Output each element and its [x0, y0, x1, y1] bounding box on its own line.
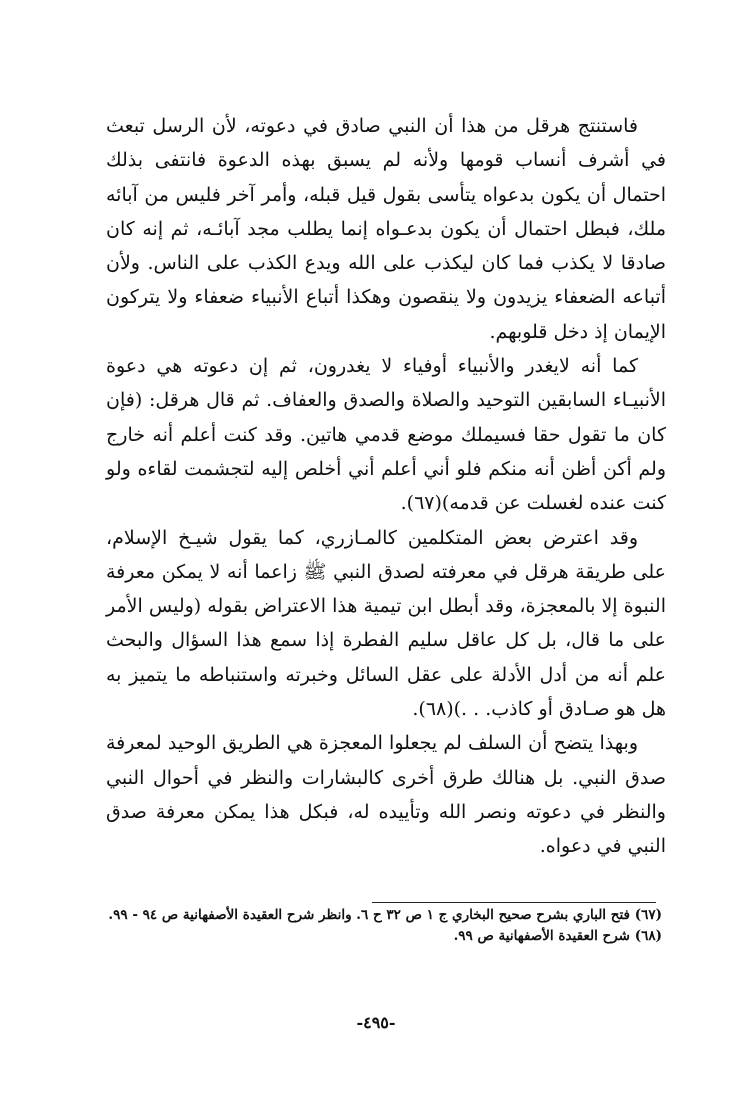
- footnotes: [104, 905, 662, 947]
- page-number: -٤٩٥-: [356, 1013, 396, 1032]
- footnote-separator: [372, 902, 656, 903]
- footnote-68: (٦٨) شرح العقيدة الأصفهانية ص ٩٩.: [453, 928, 662, 944]
- paragraph-4: وبهذا يتضح أن السلف لم يجعلوا المعجزة هي الطريق الوحيد لمعرفة صدق النبي. بل هنالك طرق أخرى كالبشارات والنظر في أحوال النبي والنظر في دعوته ونصر الله وتأييده له، فبكل هذا يمكن معرفة صدق النبي في دعواه.: [106, 732, 666, 858]
- paragraph-1: فاستنتج هرقل من هذا أن النبي صادق في دعوته، لأن الرسل تبعث في أشرف أنساب قومها ولأنه لم يسبق بهذه الدعوة فانتفى بذلك احتمال أن يكون بدعواه يتأسى بقول قيل قبله، وأمر آخر فليس من آبائه ملك، فبطل احتمال أن يكون بدعـواه إنما يطلب مجد آبائـه، ثم إنه كان صادقا لا يكذب فما كان ليكذب على الله ويدع الكذب على الناس. ولأن أتباعه الضعفاء يزيدون ولا ينقصون وهكذا أتباع الأنبياء ضعفاء ولا يتركون الإيمان إذ دخل قلوبهم.: [106, 115, 666, 343]
- footnote-67: (٦٧) فتح الباري بشرح صحيح البخاري ج ١ ص ٣٢ ح ٦. وانظر شرح العقيدة الأصفهانية ص ٩٤ - ٩٩.: [108, 907, 662, 923]
- main-text: [106, 109, 666, 864]
- paragraph-3: وقد اعترض بعض المتكلمين كالمـازري، كما يقول شيـخ الإسلام، على طريقة هرقل في معرفته لصدق النبي ﷺ زاعما أنه لا يمكن معرفة النبوة إلا بالمعجزة، وقد أبطل ابن تيمية هذا الاعتراض بقوله (وليس الأمر على ما قال، بل كل عاقل سليم الفطرة إذا سمع هذا السؤال والبحث علم أنه من أدل الأدلة على عقل السائل وخبرته واستنباطه ما يتميز به هل هو صـادق أو كاذب. . .)(٦٨).: [106, 526, 666, 721]
- paragraph-2: كما أنه لايغدر والأنبياء أوفياء لا يغدرون، ثم إن دعوته هي دعوة الأنبيـاء السابقين التوحيد والصلاة والصدق والعفاف. ثم قال هرقل: (فإن كان ما تقول حقا فسيملك موضع قدمي هاتين. وقد كنت أعلم أنه خارج ولم أكن أظن أنه منكم فلو أني أعلم أني أخلص إليه لتجشمت لقاءه ولو كنت عنده لغسلت عن قدمه)(٦٧).: [106, 355, 666, 515]
